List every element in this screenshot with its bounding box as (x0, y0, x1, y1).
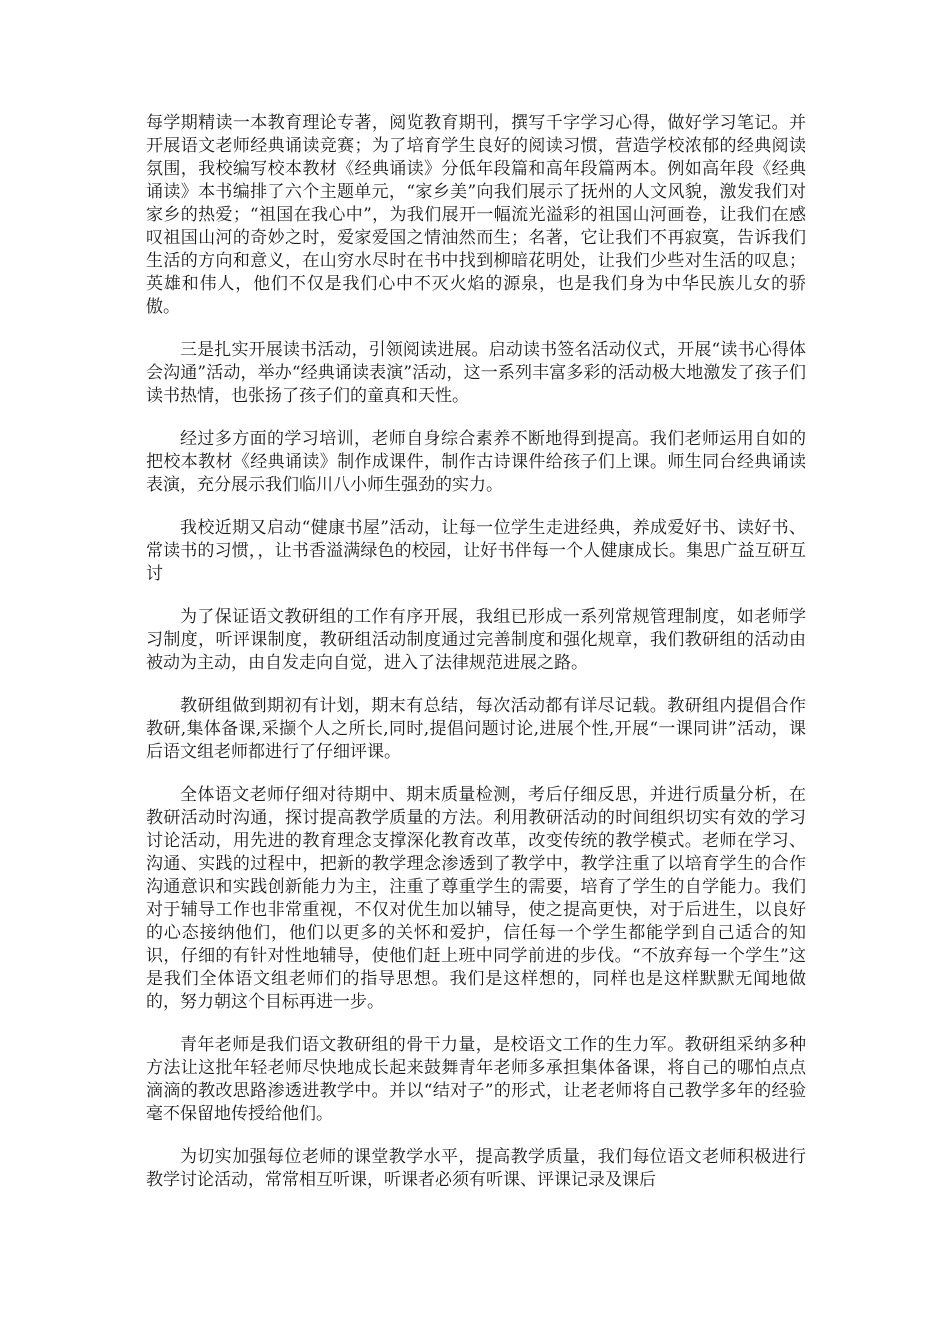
paragraph-3: 经过多方面的学习培训，老师自身综合素养不断地得到提高。我们老师运用自如的把校本教材《经典诵读》制作成课件，制作古诗课件给孩子们上课。师生同台经典诵读表演，充分展示我们临川八小师生强劲的实力。 (146, 429, 806, 495)
paragraph-9: 为切实加强每位老师的课堂教学水平，提高教学质量，我们每位语文老师积极进行教学讨论活动，常常相互听课，听课者必须有听课、评课记录及课后 (146, 1147, 806, 1190)
paragraph-1: 每学期精读一本教育理论专著，阅览教育期刊，撰写千字学习心得，做好学习笔记。并开展语文老师经典诵读竞赛；为了培育学生良好的阅读习惯，营造学校浓郁的经典阅读氛围，我校编写校本教材《经典诵读》分低年段篇和高年段篇两本。例如高年段《经典诵读》本书编排了六个主题单元，“家乡美”向我们展示了抚州的人文风貌，激发我们对家乡的热爱；“祖国在我心中”，为我们展开一幅流光溢彩的祖国山河画卷，让我们在感叹祖国山河的奇妙之时，爱家爱国之情油然而生；名著，它让我们不再寂寞，告诉我们生活的方向和意义，在山穷水尽时在书中找到柳暗花明处，让我们少些对生活的叹息；英雄和伟人，他们不仅是我们心中不灭火焰的源泉，也是我们身为中华民族儿女的骄傲。 (146, 113, 806, 317)
paragraph-5: 为了保证语文教研组的工作有序开展，我组已形成一系列常规管理制度，如老师学习制度，听评课制度，教研组活动制度通过完善制度和强化规章，我们教研组的活动由被动为主动，由自发走向自觉，进入了法律规范进展之路。 (146, 607, 806, 673)
paragraph-8: 青年老师是我们语文教研组的骨干力量，是校语文工作的生力军。教研组采纳多种方法让这批年轻老师尽快地成长起来鼓舞青年老师多承担集体备课，将自己的哪怕点点滴滴的教改思路渗透进教学中。并以“结对子”的形式，让老老师将自己教学多年的经验毫不保留地传授给他们。 (146, 1035, 806, 1124)
document-page (146, 112, 806, 1212)
paragraph-2: 三是扎实开展读书活动，引领阅读进展。启动读书签名活动仪式，开展“读书心得体会沟通”活动，举办“经典诵读表演”活动，这一系列丰富多彩的活动极大地激发了孩子们读书热情，也张扬了孩子们的童真和天性。 (146, 340, 806, 406)
paragraph-6: 教研组做到期初有计划，期末有总结，每次活动都有详尽记载。教研组内提倡合作教研,集体备课,采撷个人之所长,同时,提倡问题讨论,进展个性,开展“一课同讲”活动，课后语文组老师都进行了仔细评课。 (146, 696, 806, 762)
paragraph-7: 全体语文老师仔细对待期中、期末质量检测，考后仔细反思，并进行质量分析，在教研活动时沟通，探讨提高教学质量的方法。利用教研活动的时间组织切实有效的学习讨论活动，用先进的教育理念支撑深化教育改革，改变传统的教学模式。老师在学习、沟通、实践的过程中，把新的教学理念渗透到了教学中，教学注重了以培育学生的合作沟通意识和实践创新能力为主，注重了尊重学生的需要，培育了学生的自学能力。我们对于辅导工作也非常重视，不仅对优生加以辅导，使之提高更快，对于后进生，以良好的心态接纳他们，他们以更多的关怀和爱护，信任每一个学生都能学到自己适合的知识，仔细的有针对性地辅导，使他们赶上班中同学前进的步伐。“不放弃每一个学生”这是我们全体语文组老师们的指导思想。我们是这样想的，同样也是这样默默无闻地做的，努力朝这个目标再进一步。 (146, 785, 806, 1012)
paragraph-4: 我校近期又启动“健康书屋”活动，让每一位学生走进经典，养成爱好书、读好书、常读书的习惯，，让书香溢满绿色的校园，让好书伴每一个人健康成长。集思广益互研互讨 (146, 518, 806, 584)
